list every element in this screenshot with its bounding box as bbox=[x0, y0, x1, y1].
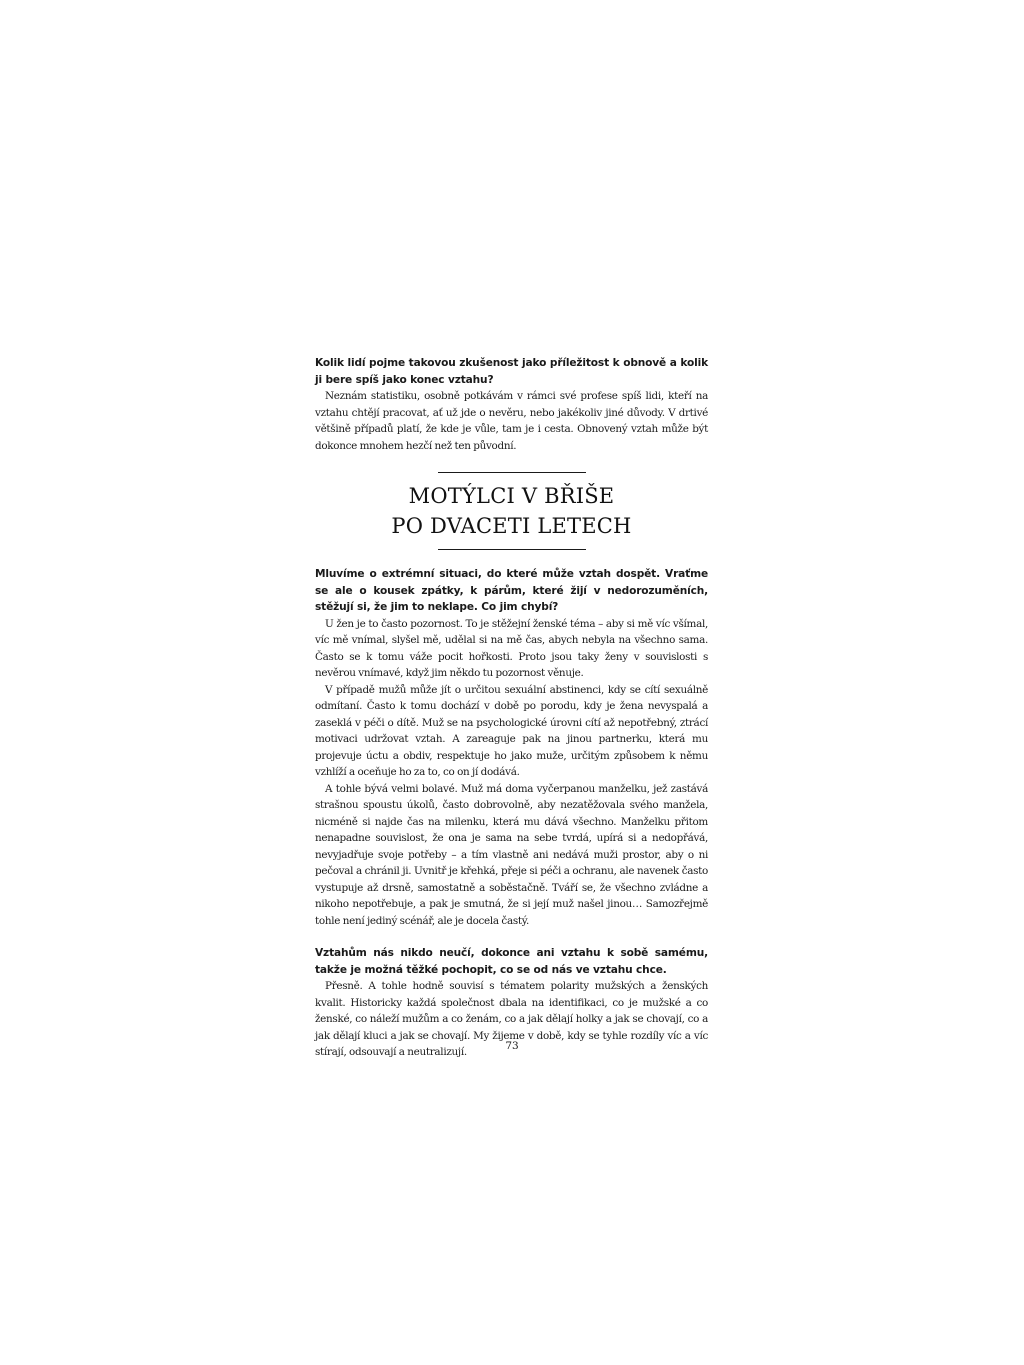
section2-question: Vztahům nás nikdo neučí, dokonce ani vztahu k sobě samému, takže je možná těžké pochopit, co se od nás ve vztahu chce. bbox=[315, 947, 708, 976]
heading-top-rule bbox=[438, 472, 586, 473]
section2-answer: Přesně. A tohle hodně souvisí s tématem polarity mužských a ženských kvalit. Historicky každá společnost dbala na identifikaci, co je mužské a co ženské, co náleží mužům a co ženám, co a jak dělají holky a jak se chovají, co a jak dělají kluci a jak se chovají. My žijeme v době, kdy se tyhle rozdíly víc a víc stírají, odsouvají a neutralizují. bbox=[315, 980, 708, 1058]
section1-paragraph: V případě mužů může jít o určitou sexuální abstinenci, kdy se cítí sexuálně odmítaní. Často k tomu dochází v době po porodu, kdy je žena nevyspalá a zaseklá v péči o dítě. Muž se na psychologické úrovni cítí až nepotřebný, ztrácí motivaci udržovat vztah. A zareaguje pak na jinou partnerku, která mu projevuje úctu a obdiv, respektuje ho jako muže, určitým způsobem k němu vzhlíží a oceňuje ho za to, co on jí dodává. bbox=[315, 683, 708, 778]
chapter-title-line-2: PO DVACETI LETECH bbox=[391, 514, 632, 538]
chapter-title bbox=[315, 481, 708, 541]
section-gap bbox=[315, 929, 708, 945]
intro-question: Kolik lidí pojme takovou zkušenost jako příležitost k obnově a kolik ji bere spíš jako konec vztahu? bbox=[315, 357, 708, 386]
text-column bbox=[315, 355, 708, 1061]
section1-question: Mluvíme o extrémní situaci, do které může vztah dospět. Vraťme se ale o kousek zpátky, k párům, které žijí v nedorozuměních, stěžují si, že jim to neklape. Co jim chybí? bbox=[315, 568, 708, 613]
page-number: 73 bbox=[505, 1040, 519, 1052]
heading-bottom-rule bbox=[438, 549, 586, 550]
chapter-heading bbox=[315, 472, 708, 550]
section1-paragraph: U žen je to často pozornost. To je stěžejní ženské téma – aby si mě víc všímal, víc mě vnímal, slyšel mě, udělal si na mě čas, abych nebyla na všechno sama. Často se k tomu váže pocit hořkosti. Proto jsou taky ženy v souvislosti s nevěrou vnímavé, když jim někdo tu pozornost věnuje. bbox=[315, 617, 708, 679]
section1-paragraph: A tohle bývá velmi bolavé. Muž má doma vyčerpanou manželku, jež zastává strašnou spoustu úkolů, často dobrovolně, aby nezatěžovala svého manžela, nicméně si najde čas na milenku, která mu dává všechno. Manželku přitom nenapadne souvislost, že ona je sama na sebe tvrdá, upírá si a nedopřává, nevyjadřuje svoje potřeby – a tím vlastně ani nedává muži prostor, aby o ni pečoval a chránil ji. Uvnitř je křehká, přeje si péči a ochranu, ale navenek často vystupuje až drsně, samostatně a soběstačně. Tváří se, že všechno zvládne a nikoho nepotřebuje, a pak je smutná, že si její muž našel jinou… Samozřejmě tohle není jediný scénář, ale je docela častý. bbox=[315, 782, 708, 927]
intro-answer: Neznám statistiku, osobně potkávám v rámci své profese spíš lidi, kteří na vztahu chtějí pracovat, ať už jde o nevěru, nebo jakékoliv jiné důvody. V drtivé většině případů platí, že kde je vůle, tam je i cesta. Obnovený vztah může být dokonce mnohem hezčí než ten původní. bbox=[315, 390, 708, 452]
chapter-title-line-1: MOTÝLCI V BŘIŠE bbox=[408, 484, 615, 508]
